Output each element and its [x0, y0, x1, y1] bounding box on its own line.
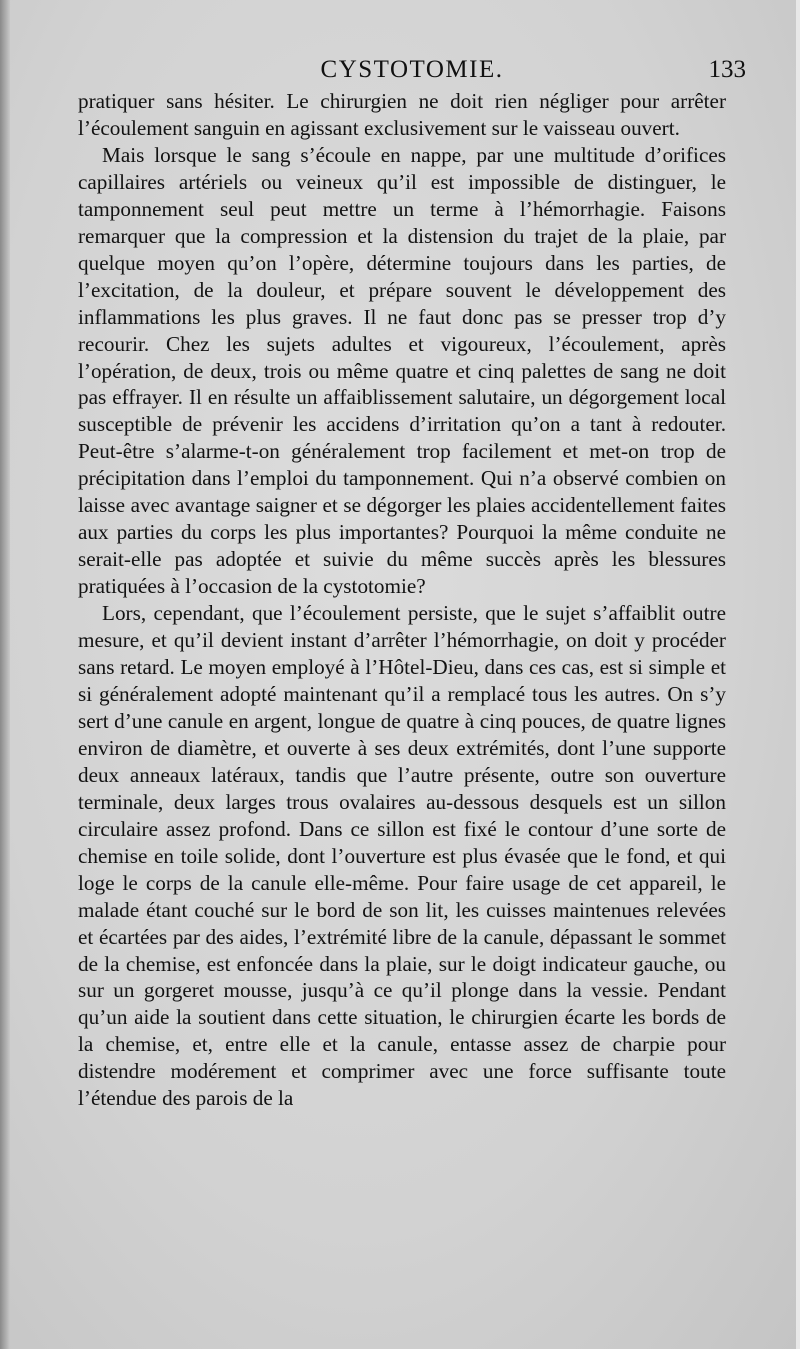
page-header — [78, 54, 746, 86]
page-gutter-shadow — [0, 0, 10, 1349]
page-number: 133 — [708, 56, 746, 83]
body-text — [78, 88, 726, 1112]
paragraph-continuation: pratiquer sans hésiter. Le chirurgien ne doit rien négliger pour arrêter l’écoulement sanguin en agissant exclusivement sur le vaisseau ouvert. — [78, 89, 726, 140]
paragraph-canule: Lors, cependant, que l’écoulement persiste, que le sujet s’affaiblit outre mesure, et qu’il devient instant d’arrêter l’hémorrhagie, on doit y procéder sans retard. Le moyen employé à l’Hôtel-Dieu, dans ces cas, est si simple et si généralement adopté maintenant qu’il a remplacé tous les autres. On s’y sert d’une canule en argent, longue de quatre à cinq pouces, de quatre lignes environ de diamètre, et ouverte à ses deux extrémités, dont l’une supporte deux anneaux latéraux, tandis que l’autre présente, outre son ouverture terminale, deux larges trous ovalaires au-dessous desquels est un sillon circulaire assez profond. Dans ce sillon est fixé le contour d’une sorte de chemise en toile solide, dont l’ouverture est plus évasée que le fond, et qui loge le corps de la canule elle-même. Pour faire usage de cet appareil, le malade étant couché sur le bord de son lit, les cuisses maintenues relevées et écartées par des aides, l’extrémité libre de la canule, dépassant le sommet de la chemise, est enfoncée dans la plaie, sur le doigt indicateur gauche, ou sur un gorgeret mousse, jusqu’à ce qu’il plonge dans la vessie. Pendant qu’un aide la soutient dans cette situation, le chirurgien écarte les bords de la chemise, et, entre elle et la canule, entasse assez de charpie pour distendre modérement et comprimer avec une force suffisante toute l’étendue des parois de la — [78, 601, 726, 1111]
page-right-edge — [796, 0, 800, 1349]
paragraph-tamponnement: Mais lorsque le sang s’écoule en nappe, par une multitude d’orifices capillaires artériels ou veineux qu’il est impossible de distinguer, le tamponnement seul peut mettre un terme à l’hémorrhagie. Faisons remarquer que la compression et la distension du trajet de la plaie, par quelque moyen qu’on l’opère, détermine toujours dans les parties, de l’excitation, de la douleur, et prépare souvent le développement des inflammations les plus graves. Il ne faut donc pas se presser trop d’y recourir. Chez les sujets adultes et vigoureux, l’écoulement, après l’opération, de deux, trois ou même quatre et cinq palettes de sang ne doit pas effrayer. Il en résulte un affaiblissement salutaire, un dégorgement local susceptible de prévenir les accidens d’irritation qu’on a tant à redouter. Peut-être s’alarme-t-on généralement trop facilement et met-on trop de précipitation dans l’emploi du tamponnement. Qui n’a observé combien on laisse avec avantage saigner et se dégorger les plaies accidentellement faites aux parties du corps les plus importantes? Pourquoi la même conduite ne serait-elle pas adoptée et suivie du même succès après les blessures pratiquées à l’occasion de la cystotomie? — [78, 142, 726, 599]
running-title: CYSTOTOMIE. — [320, 56, 504, 83]
